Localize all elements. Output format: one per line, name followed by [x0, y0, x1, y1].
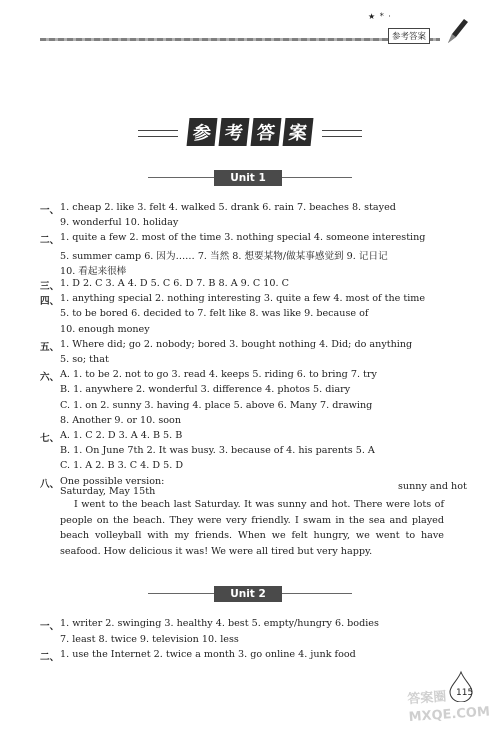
unit-badge: Unit 1 — [214, 170, 282, 186]
answer-line: C. 1. A 2. B 3. C 4. D 5. D — [60, 460, 184, 472]
watermark-text: 答案圈 MXQE.COM — [406, 689, 491, 726]
question-number: 二、 — [40, 235, 60, 247]
answer-line: B. 1. On June 7th 2. It was busy. 3. because of 4. his parents 5. A — [60, 445, 375, 457]
answer-line: 1. D 2. C 3. A 4. D 5. C 6. D 7. B 8. A 9. C 10. C — [60, 278, 289, 289]
answer-line: 1. quite a few 2. most of the time 3. nothing special 4. someone interesting — [60, 232, 426, 244]
question-number: 七、 — [40, 433, 60, 444]
answer-line: A. 1. C 2. D 3. A 4. B 5. B — [60, 430, 183, 441]
answer-line: 7. least 8. twice 9. television 10. less — [60, 633, 239, 645]
question-number: 一、 — [40, 205, 60, 216]
answer-line: C. 1. on 2. sunny 3. having 4. place 5. above 6. Many 7. drawing — [60, 399, 373, 411]
answer-line: 5. summer camp 6. 因为…… 7. 当然 8. 想要某物/做某事感觉到 9. 记日记 — [60, 250, 388, 262]
title-char: 参 — [187, 118, 218, 146]
question-number: 五、 — [40, 341, 60, 353]
answer-line: 10. 看起来很棒 — [60, 265, 127, 277]
answer-line: 8. Another 9. or 10. soon — [60, 414, 182, 426]
answer-line: 1. cheap 2. like 3. felt 4. walked 5. drank 6. rain 7. beaches 8. stayed — [60, 202, 396, 213]
page-title — [138, 118, 362, 148]
question-number: 四、 — [40, 296, 60, 308]
question-number: 八、 — [40, 478, 60, 490]
watermark — [408, 688, 500, 732]
question-number: 一、 — [40, 621, 60, 632]
essay-date: Saturday, May 15th — [60, 486, 156, 497]
answer-line: 1. writer 2. swinging 3. healthy 4. best 5. empty/hungry 6. bodies — [60, 618, 379, 629]
answer-line: 9. wonderful 10. holiday — [60, 217, 179, 229]
question-number: 六、 — [40, 372, 60, 384]
answer-line: 1. use the Internet 2. twice a month 3. go online 4. junk food — [60, 649, 356, 661]
question-number: 三、 — [40, 281, 60, 292]
answer-line: B. 1. anywhere 2. wonderful 3. difference 4. photos 5. diary — [60, 384, 351, 396]
header-rule — [40, 38, 440, 41]
essay-body: I went to the beach last Saturday. It was sunny and hot. There were lots of people on the beach. They were very friendly. I swam in the sea and played beach volleyball with my friends. When we felt hungry, we went to have seafood. How delicious it was! We were all tired but very happy. — [60, 499, 444, 557]
answer-line: 5. so; that — [60, 354, 109, 365]
question-number: 二、 — [40, 652, 60, 664]
answer-line: 1. Where did; go 2. nobody; bored 3. bought nothing 4. Did; do anything — [60, 338, 413, 350]
answer-line: 1. anything special 2. nothing interesting 3. quite a few 4. most of the time — [60, 293, 426, 305]
pen-icon — [444, 16, 470, 46]
answer-line: A. 1. to be 2. not to go 3. read 4. keeps 5. riding 6. to bring 7. try — [60, 369, 377, 381]
title-char: 案 — [283, 118, 314, 146]
unit-badge: Unit 2 — [214, 586, 282, 602]
essay-weather: sunny and hot — [398, 481, 467, 492]
answer-line: 5. to be bored 6. decided to 7. felt like 8. was like 9. because of — [60, 308, 369, 320]
title-char: 答 — [251, 118, 282, 146]
header-stars: ★ * · — [368, 12, 392, 21]
answer-line: One possible version: — [60, 475, 165, 487]
page-number: 115 — [456, 688, 474, 698]
unit-2-heading — [148, 586, 352, 602]
header-label: 参考答案 — [388, 28, 430, 44]
title-char: 考 — [219, 118, 250, 146]
answer-line: 10. enough money — [60, 323, 150, 335]
title-box — [178, 118, 322, 146]
unit-1-heading — [148, 170, 352, 186]
